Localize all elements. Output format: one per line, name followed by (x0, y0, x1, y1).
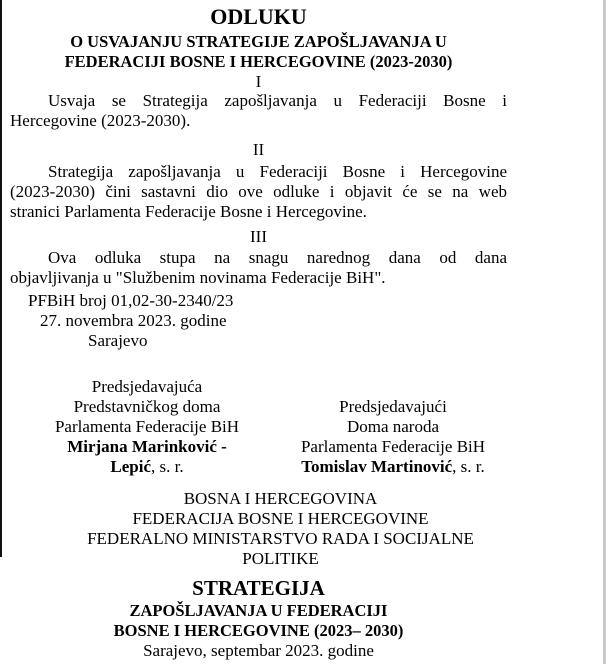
decision-subtitle-line-1: O USVAJANJU STRATEGIJE ZAPOŠLJAVANJA U (70, 32, 447, 51)
page-edge-rule (603, 0, 606, 664)
paragraph-line: objavljivanja u "Službenim novinama Federacije BiH". (10, 268, 386, 287)
paragraph-line: stranici Parlamenta Federacije Bosne i Hercegovine. (10, 202, 367, 221)
ministry-line-2: FEDERACIJA BOSNE I HERCEGOVINE (132, 509, 429, 528)
strategy-subtitle-line-2: BOSNE I HERCEGOVINE (2023– 2030) (113, 621, 404, 640)
strategy-subtitle-line-1: ZAPOŠLJAVANJA U FEDERACIJI (129, 601, 388, 620)
section-paragraph-3 (10, 248, 507, 288)
section-numeral-1: I (255, 72, 262, 91)
signature-left-name-part: Lepić (110, 457, 151, 476)
signature-right-role-2: Doma naroda (346, 417, 440, 436)
signature-left-name-line-2 (37, 457, 257, 477)
reference-block (10, 291, 507, 351)
strategy-place-date: Sarajevo, septembar 2023. godine (143, 641, 374, 660)
signature-right-role-1: Predsjedavajući (339, 397, 447, 416)
ministry-line-3: FEDERALNO MINISTARSTVO RADA I SOCIJALNE (87, 529, 474, 548)
section-numeral-3: III (250, 227, 267, 246)
decision-subtitle (10, 32, 507, 72)
reference-number: PFBiH broj 01,02-30-2340/23 (28, 291, 234, 310)
ministry-block (10, 489, 507, 569)
signature-left-suffix: , s. r. (151, 457, 184, 476)
section-paragraph-2 (10, 162, 507, 222)
paragraph-line: Strategija zapošljavanja u Federaciji Bosne i Hercegovine (48, 162, 507, 181)
strategy-title: STRATEGIJA (192, 576, 325, 600)
signature-right-suffix: , s. r. (452, 457, 485, 476)
decision-subtitle-line-2: FEDERACIJI BOSNE I HERCEGOVINE (2023-2030) (64, 52, 453, 71)
signature-right-name: Tomislav Martinović (301, 457, 453, 476)
signature-right-name-line (278, 457, 508, 477)
reference-place: Sarajevo (88, 331, 148, 350)
strategy-subtitle (10, 601, 507, 641)
signature-left-name-part: Mirjana Marinković - (67, 437, 227, 456)
paragraph-line: Usvaja se Strategija zapošljavanja u Federaciji Bosne i (48, 91, 507, 110)
signature-row (10, 377, 507, 477)
signature-left-role-3: Parlamenta Federacije BiH (54, 417, 240, 436)
signature-left-role-2: Predstavničkog doma (73, 397, 221, 416)
ministry-line-1: BOSNA I HERCEGOVINA (183, 489, 378, 508)
section-paragraph-1 (10, 91, 507, 131)
paragraph-line: (2023-2030) čini sastavni dio ove odluke i objavit će se na web (10, 182, 507, 201)
ministry-line-4: POLITIKE (242, 549, 319, 568)
section-numeral-2: II (252, 140, 265, 159)
signature-left-name-line-1 (37, 437, 257, 457)
decision-title: ODLUKU (210, 4, 307, 29)
paragraph-line: Ova odluka stupa na snagu narednog dana od dana (48, 248, 507, 267)
signature-left-role-1: Predsjedavajuća (91, 377, 203, 396)
column-divider-rule (0, 0, 2, 557)
paragraph-line: Hercegovine (2023-2030). (10, 111, 191, 130)
text-column (10, 0, 507, 661)
reference-date: 27. novembra 2023. godine (40, 311, 227, 330)
signature-right (278, 397, 508, 477)
signature-left (37, 377, 257, 477)
signature-right-role-3: Parlamenta Federacije BiH (300, 437, 486, 456)
